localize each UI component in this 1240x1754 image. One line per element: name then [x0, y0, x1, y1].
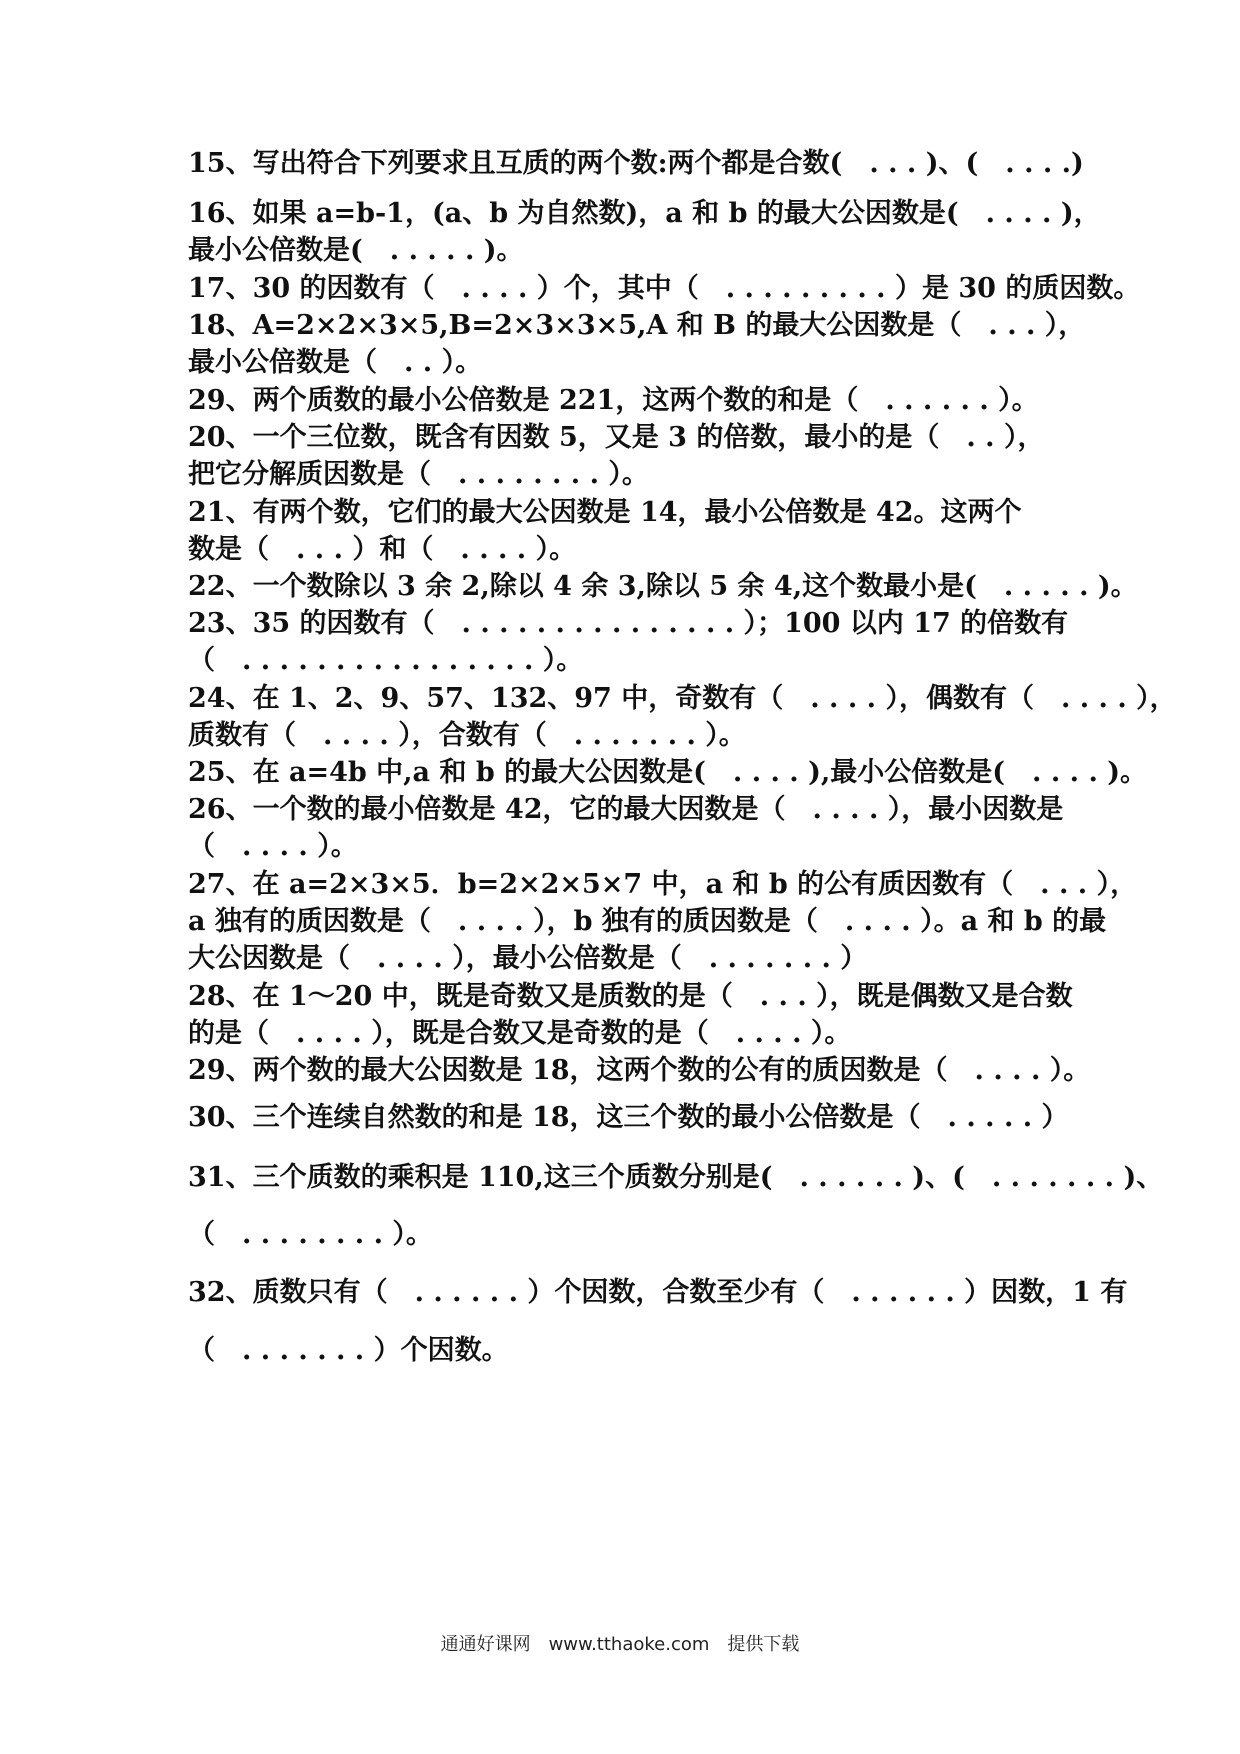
question-32-line-2: （ . . . . . . . ）个因数。 — [188, 1335, 509, 1366]
question-21-line-2: 数是（ . . . ）和（ . . . . ）。 — [188, 534, 577, 565]
question-23-line-1: 23、35 的因数有（ . . . . . . . . . . . . . . . ）；100 以内 17 的倍数有 — [188, 608, 1069, 639]
question-16-line-2: 最小公倍数是( . . . . . )。 — [188, 235, 524, 266]
question-26-line-2: （ . . . . ）。 — [188, 831, 358, 862]
question-31-line-1: 31、三个质数的乘积是 110,这三个质数分别是( . . . . . . )、( . . . . . . . )、 — [188, 1162, 1164, 1193]
question-24-line-1: 24、在 1、2、9、57、132、97 中，奇数有（ . . . . ），偶数有（ . . . . ）， — [188, 683, 1177, 714]
footer-text: 通通好课网 www.tthaoke.com 提供下载 — [440, 1634, 800, 1655]
question-20-line-2: 把它分解质因数是（ . . . . . . . . ）。 — [188, 459, 649, 490]
question-21-line-1: 21、有两个数，它们的最大公因数是 14，最小公倍数是 42。这两个 — [188, 497, 1022, 528]
question-24-line-2: 质数有（ . . . . ），合数有（ . . . . . . . ）。 — [188, 720, 746, 751]
question-27-line-1: 27、在 a=2×3×5．b=2×2×5×7 中，a 和 b 的公有质因数有（ . . . ）， — [188, 869, 1138, 900]
question-29-line-1: 29、两个数的最大公因数是 18，这两个数的公有的质因数是（ . . . . ）。 — [188, 1055, 1091, 1086]
question-27-line-2: a 独有的质因数是（ . . . . ），b 独有的质因数是（ . . . . ）。a 和 b 的最 — [188, 906, 1107, 937]
question-25-line-1: 25、在 a=4b 中,a 和 b 的最大公因数是( . . . . ),最小公倍数是( . . . . )。 — [188, 757, 1148, 788]
question-17-line-1: 17、30 的因数有（ . . . . ）个，其中（ . . . . . . . . . ）是 30 的质因数。 — [188, 273, 1141, 304]
question-30-line-1: 30、三个连续自然数的和是 18，这三个数的最小公倍数是（ . . . . . ） — [188, 1102, 1069, 1133]
question-15-line-1: 15、写出符合下列要求且互质的两个数:两个都是合数( . . . )、( . . . .) — [188, 148, 1084, 179]
question-18-line-2: 最小公倍数是（ . . ）。 — [188, 347, 483, 378]
question-22-line-1: 22、一个数除以 3 余 2,除以 4 余 3,除以 5 余 4,这个数最小是( . . . . . )。 — [188, 571, 1138, 602]
question-31-line-2: （ . . . . . . . . ）。 — [188, 1219, 433, 1250]
question-18-line-1: 18、A=2×2×3×5,B=2×3×3×5,A 和 B 的最大公因数是（ . . . ）， — [188, 310, 1086, 341]
question-19-line-1: 29、两个质数的最小公倍数是 221，这两个数的和是（ . . . . . . ）。 — [188, 385, 1039, 416]
question-32-line-1: 32、质数只有（ . . . . . . ）个因数，合数至少有（ . . . . . . ）因数，1 有 — [188, 1277, 1128, 1308]
question-23-line-2: （ . . . . . . . . . . . . . . . . ）。 — [188, 645, 584, 676]
question-28-line-1: 28、在 1～20 中，既是奇数又是质数的是（ . . . ），既是偶数又是合数 — [188, 981, 1073, 1012]
question-26-line-1: 26、一个数的最小倍数是 42，它的最大因数是（ . . . . ），最小因数是 — [188, 794, 1064, 825]
question-27-line-3: 大公因数是（ . . . . ），最小公倍数是（ . . . . . . . ） — [188, 943, 868, 974]
question-20-line-1: 20、一个三位数，既含有因数 5，又是 3 的倍数，最小的是（ . . ）， — [188, 422, 1045, 453]
question-28-line-2: 的是（ . . . . ），既是合数又是奇数的是（ . . . . ）。 — [188, 1018, 852, 1049]
question-16-line-1: 16、如果 a=b-1，(a、b 为自然数)，a 和 b 的最大公因数是( . . . . )， — [188, 198, 1101, 229]
